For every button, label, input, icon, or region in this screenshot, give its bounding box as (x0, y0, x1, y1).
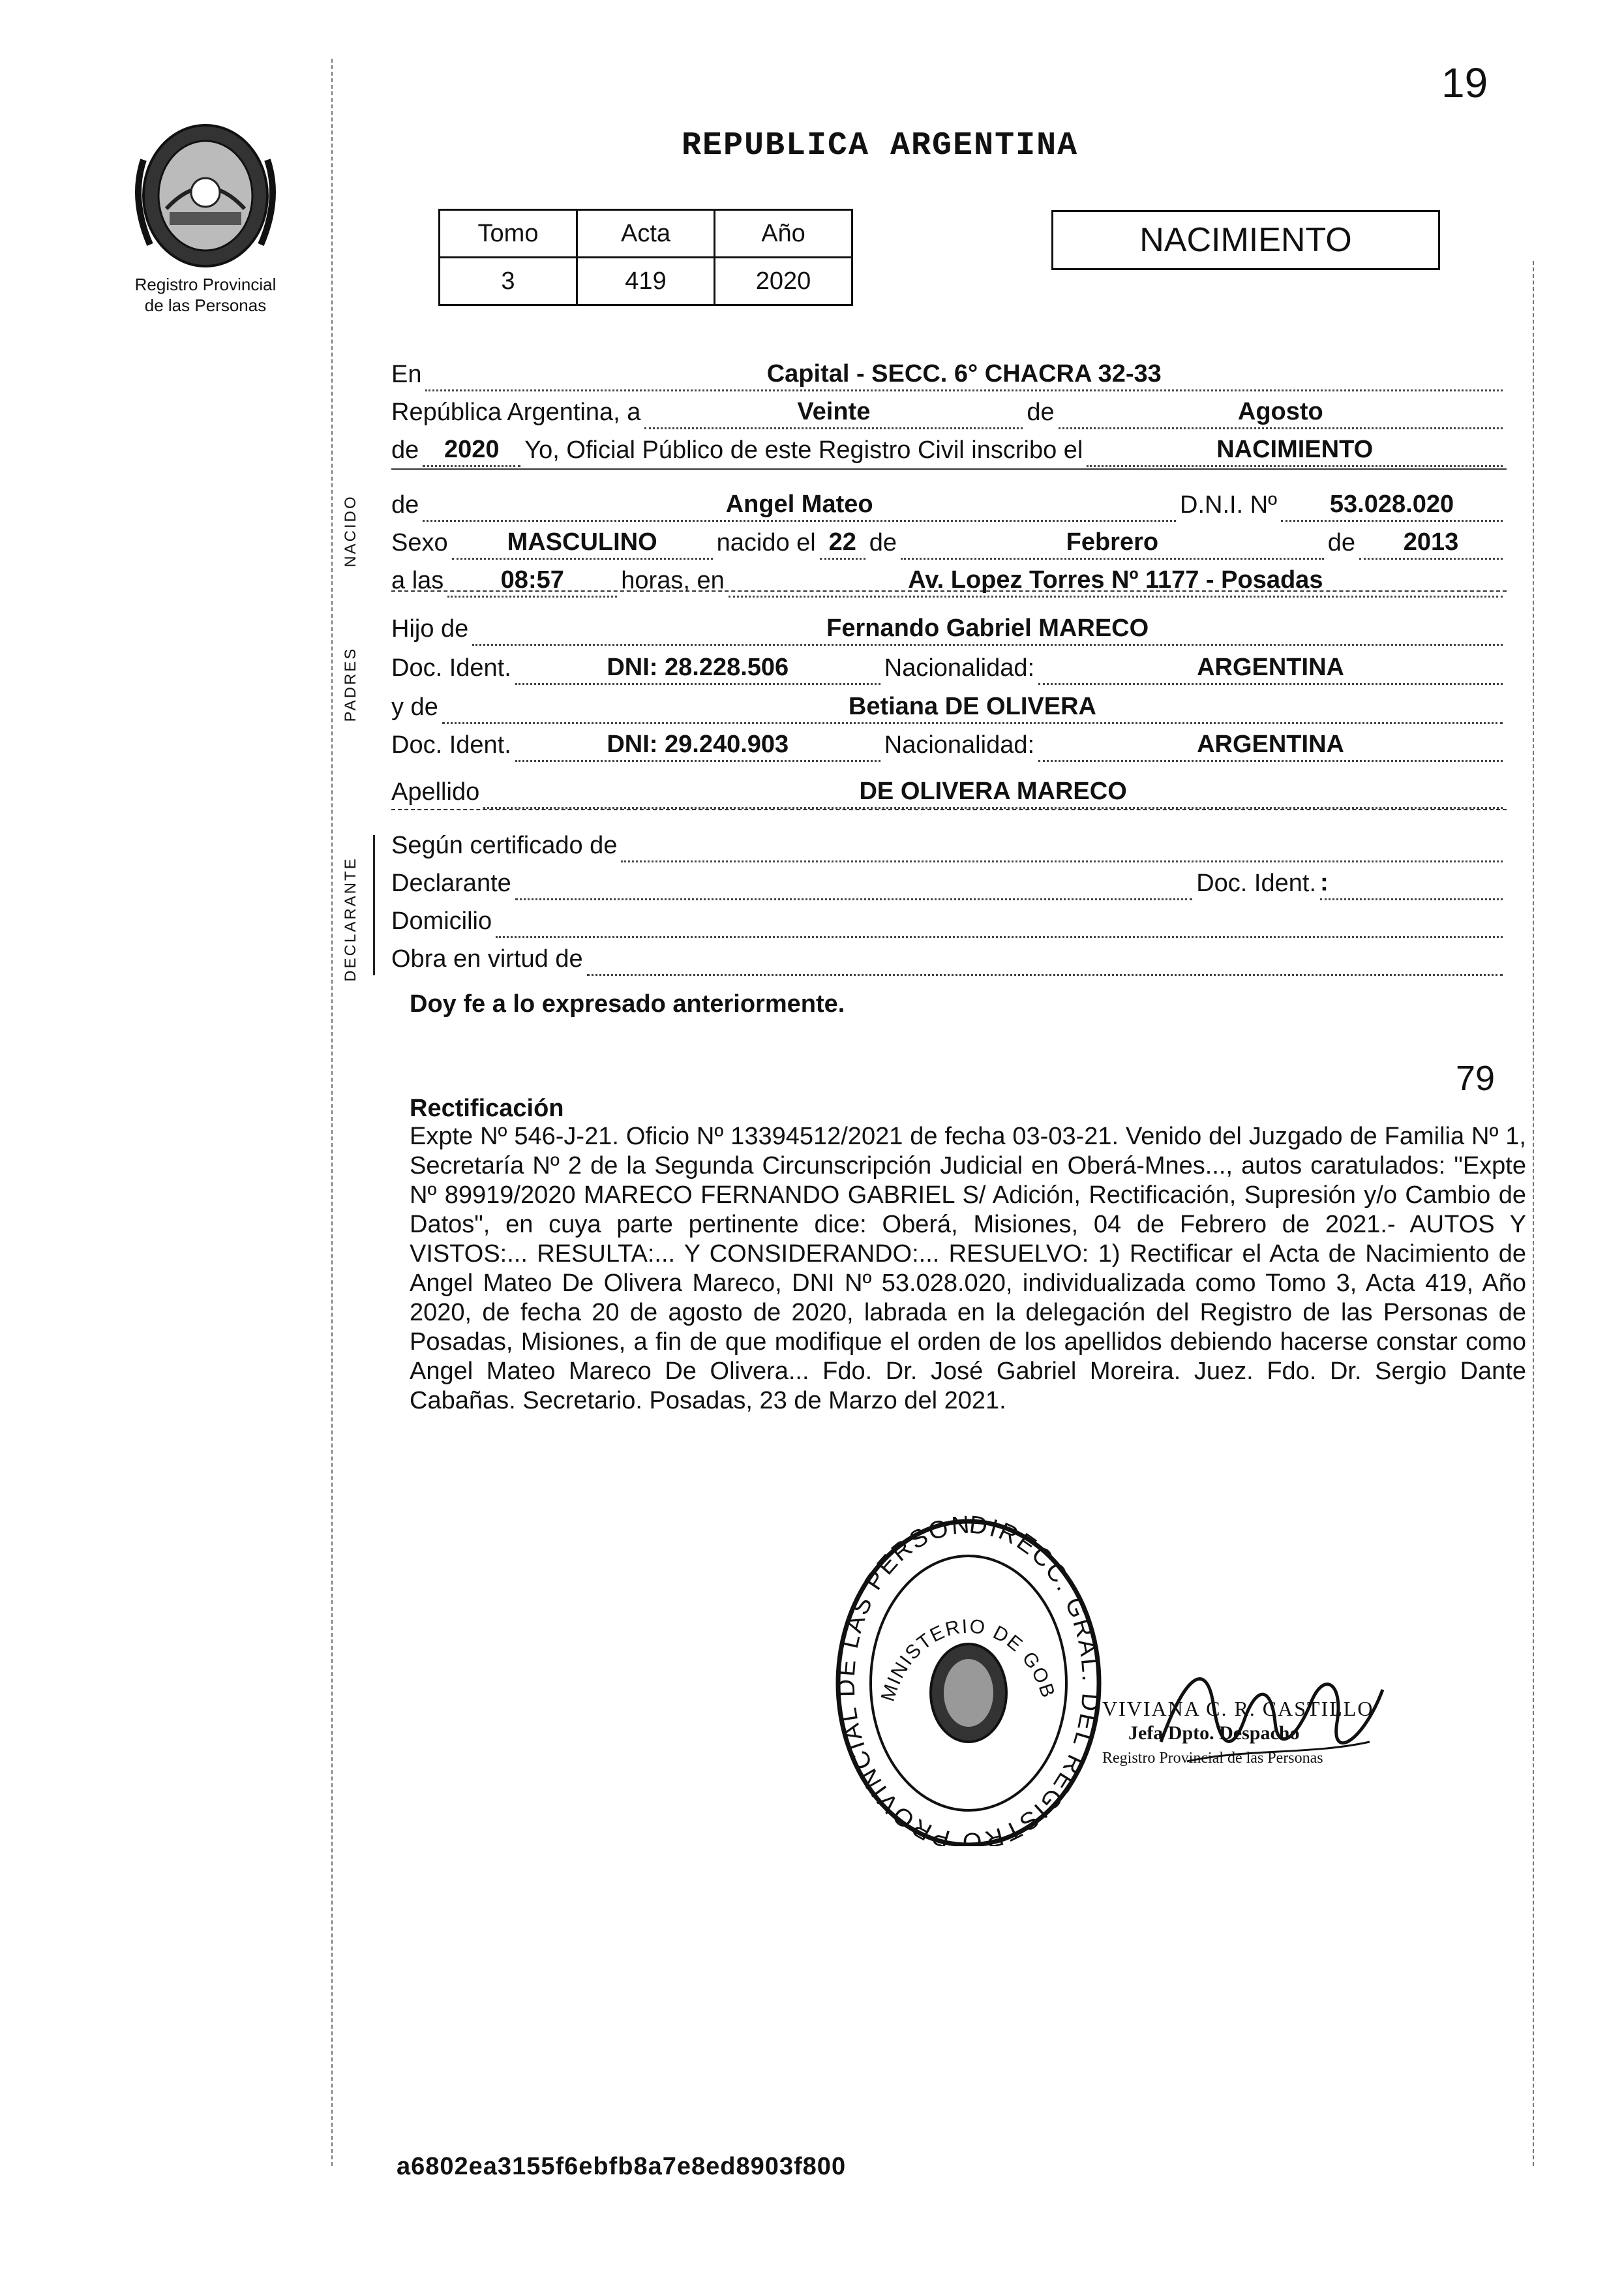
row-certificado (391, 823, 1507, 862)
row-hora (391, 558, 1507, 598)
row-domicilio (391, 899, 1507, 938)
value-nacido-dia: 22 (828, 528, 856, 556)
value-sexo: MASCULINO (507, 528, 657, 556)
record-type-box: NACIMIENTO (1051, 210, 1440, 270)
value-nombre: Angel Mateo (725, 491, 873, 518)
page-number: 19 (1441, 59, 1488, 106)
rule-line-3 (391, 809, 1507, 810)
value-nacido-mes: Febrero (1066, 528, 1159, 556)
label-padre-doc: Doc. Ident. (391, 654, 511, 682)
value-padre-nac: ARGENTINA (1197, 654, 1344, 681)
row-declarante (391, 861, 1507, 900)
stamp-name: VIVIANA C. R. CASTILLO (1102, 1697, 1374, 1720)
document-hash: a6802ea3155f6ebfb8a7e8ed8903f800 (397, 2153, 847, 2180)
label-madre-nac: Nacionalidad: (884, 731, 1035, 759)
stamp-office: Registro Provincial de las Personas (1102, 1750, 1323, 1767)
rectificacion-body: Expte Nº 546-J-21. Oficio Nº 13394512/2021 de fecha 03-03-21. Venido del Juzgado de Familia Nº 1, Secretaría Nº 2 de la Segunda Circunscripción Judicial en Oberá-Mnes..., autos caratulados: "Expte Nº 89919/2020 MARECO FERNANDO GABRIEL S/ Adición, Rectificación, Supresión y/o Cambio de Datos", en cuya parte pertinente dice: Oberá, Misiones, 04 de Febrero de 2021.- AUTOS Y VISTOS:... RESULTA:... Y CONSIDERANDO:... RESUELVO: 1) Rectificar el Acta de Nacimiento de Angel Mateo De Olivera Mareco, DNI Nº 53.028.020, individualizada como Tomo 3, Acta 419, Año 2020, de fecha 20 de agosto de 2020, labrada en la delegación del Registro de las Personas de Posadas, Misiones, a fin de que modifique el orden de los apellidos debiendo hacerse constar como Angel Mateo Mareco De Olivera... Fdo. Dr. José Gabriel Moreira. Juez. Fdo. Dr. Sergio Dante Cabañas. Secretario. Posadas, 23 de Marzo del 2021. (410, 1123, 1526, 1414)
value-dia: Veinte (797, 398, 871, 425)
value-declarante-doc: : (1320, 869, 1329, 896)
label-hora: a las (391, 567, 444, 594)
label-dni: D.N.I. Nº (1180, 491, 1277, 519)
declarante-bracket (373, 835, 375, 975)
row-padre-doc (391, 646, 1507, 685)
province-crest-logo (130, 121, 280, 271)
country-heading: REPUBLICA ARGENTINA (682, 127, 1079, 164)
label-nacido-el: nacido el (716, 529, 816, 556)
header-anio: Año (715, 210, 852, 258)
registry-label (114, 274, 297, 316)
value-inscribo: NACIMIENTO (1216, 436, 1374, 463)
value-madre-doc: DNI: 29.240.903 (607, 731, 789, 758)
label-declarante: Declarante (391, 870, 511, 897)
value-apellido: DE OLIVERA MARECO (859, 778, 1127, 805)
registry-label-line1: Registro Provincial (134, 275, 277, 294)
row-obra (391, 937, 1507, 976)
note-number: 79 (1456, 1059, 1496, 1098)
value-nacido-anio: 2013 (1403, 528, 1459, 556)
official-seal (828, 1507, 1109, 1846)
row-apellido (391, 770, 1507, 809)
header-tomo: Tomo (440, 210, 577, 258)
seal-inner-text: MINISTERIO DE GOB (877, 1615, 1059, 1705)
label-apellido: Apellido (391, 778, 480, 806)
value-madre-nac: ARGENTINA (1197, 731, 1344, 758)
label-lugar: horas, en (621, 567, 725, 594)
value-anio: 2020 (715, 258, 852, 305)
value-en: Capital - SECC. 6° CHACRA 32-33 (766, 360, 1162, 388)
left-margin-line (331, 59, 333, 2166)
header-acta: Acta (577, 210, 715, 258)
row-sexo (391, 521, 1507, 560)
label-nacido-de-2: de (1327, 529, 1355, 556)
signature (1148, 1644, 1409, 1788)
acta-table (438, 209, 853, 306)
row-madre (391, 685, 1507, 724)
value-madre: Betiana DE OLIVERA (848, 693, 1096, 720)
row-fecha (391, 390, 1507, 429)
label-nombre: de (391, 491, 419, 519)
value-lugar: Av. Lopez Torres Nº 1177 - Posadas (908, 566, 1323, 594)
label-en: En (391, 361, 422, 388)
value-hora: 08:57 (500, 566, 564, 594)
label-nacido-de: de (869, 529, 897, 556)
value-tomo: 3 (440, 258, 577, 305)
section-label-padres: PADRES (342, 647, 359, 722)
stamp-title: Jefa Dpto. Despacho (1128, 1722, 1300, 1744)
value-anio-inscripcion: 2020 (444, 436, 500, 463)
label-republica: República Argentina, a (391, 399, 641, 426)
label-anio: de (391, 436, 419, 464)
row-en (391, 352, 1507, 391)
section-label-declarante: DECLARANTE (342, 857, 359, 982)
section-label-nacido: NACIDO (342, 494, 359, 568)
label-certificado: Según certificado de (391, 832, 618, 859)
rule-line-1 (391, 468, 1507, 470)
label-mes: de (1027, 399, 1055, 426)
value-padre: Fernando Gabriel MARECO (826, 615, 1149, 642)
label-madre: y de (391, 693, 438, 721)
rectificacion-title: Rectificación (410, 1095, 564, 1122)
row-inscripcion (391, 428, 1507, 467)
seal-ring-text: DIRECC. GRAL. DEL REGISTRO PROVINCIAL DE LAS PERSON (832, 1511, 1105, 1846)
label-domicilio: Domicilio (391, 907, 492, 935)
value-mes: Agosto (1237, 398, 1323, 425)
label-obra: Obra en virtud de (391, 945, 583, 973)
doy-fe-statement: Doy fe a lo expresado anteriormente. (410, 990, 845, 1018)
label-declarante-doc: Doc. Ident. (1196, 870, 1316, 897)
value-padre-doc: DNI: 28.228.506 (607, 654, 789, 681)
row-madre-doc (391, 723, 1507, 762)
label-sexo: Sexo (391, 529, 448, 556)
label-padre: Hijo de (391, 615, 469, 643)
value-dni: 53.028.020 (1329, 491, 1454, 518)
label-madre-doc: Doc. Ident. (391, 731, 511, 759)
row-nombre (391, 483, 1507, 522)
registry-label-line2: de las Personas (144, 296, 267, 315)
row-padre (391, 607, 1507, 646)
right-margin-line (1533, 261, 1534, 2166)
label-padre-nac: Nacionalidad: (884, 654, 1035, 682)
value-acta: 419 (577, 258, 715, 305)
label-inscribo: Yo, Oficial Público de este Registro Civil inscribo el (524, 436, 1083, 464)
